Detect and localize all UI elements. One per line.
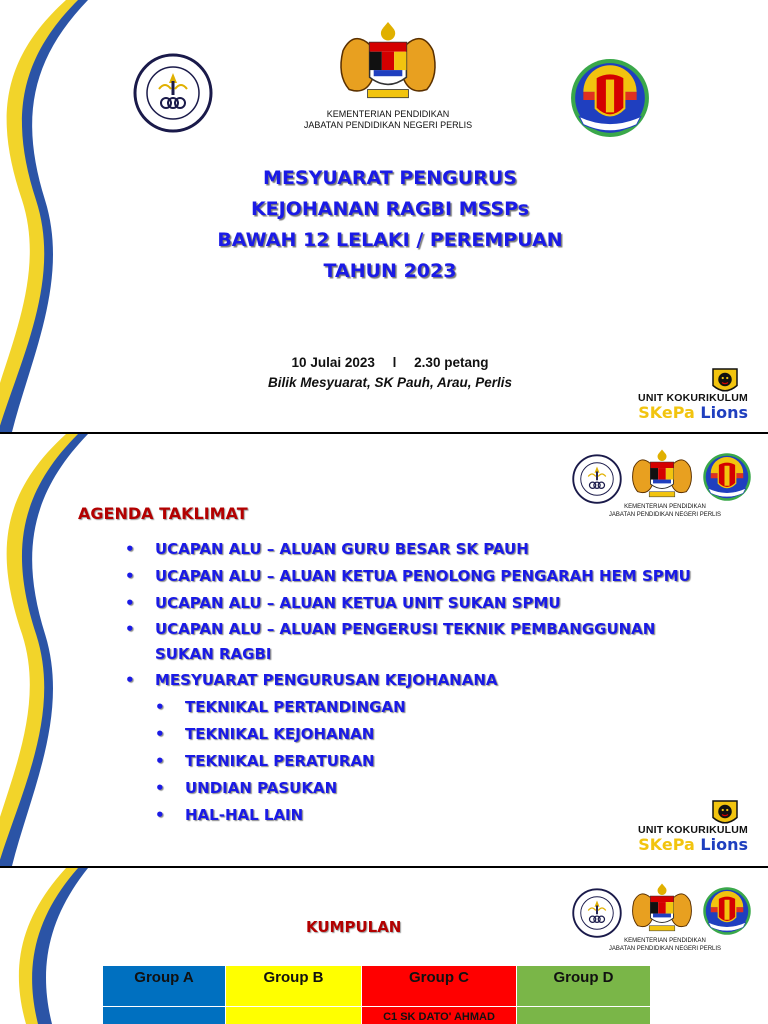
group-c-cell: C1 SK DATO' AHMAD [362, 1007, 517, 1024]
skepa-name-part2: Lions [700, 835, 748, 854]
skepa-name-part1: SKePa [638, 403, 695, 422]
agenda-item [125, 617, 685, 667]
agenda-item-text: UCAPAN ALU – ALUAN KETUA PENOLONG PENGARAH HEM SPMU [155, 567, 691, 585]
group-d-cell [517, 1007, 651, 1024]
groups-heading: KUMPULAN [306, 918, 402, 936]
skepa-unit-label: UNIT KOKURIKULUM [638, 392, 748, 404]
agenda-subitem [155, 694, 725, 721]
agenda-item [125, 590, 725, 617]
title-line-4: TAHUN 2023 [323, 260, 457, 282]
agenda-item [125, 667, 725, 694]
datetime-separator: l [392, 355, 397, 370]
agenda-item [125, 536, 725, 563]
skepa-name-part1: SKePa [638, 835, 695, 854]
skepa-name [596, 404, 748, 422]
agenda-subitem-text: UNDIAN PASUKAN [185, 779, 338, 797]
agenda-list [125, 536, 725, 829]
agenda-subitem [155, 721, 725, 748]
group-a-header: Group A [103, 966, 226, 1007]
jata-negara-logo [336, 20, 440, 112]
ministry-line2: JABATAN PENDIDIKAN NEGERI PERLIS [303, 120, 473, 131]
table-header-row [103, 966, 651, 1007]
bullet: • [155, 806, 165, 824]
bullet: • [155, 752, 165, 770]
ministry-caption [290, 109, 486, 132]
groups-table [102, 965, 651, 1024]
title-line-2: KEJOHANAN RAGBI MSSPs [250, 198, 530, 220]
bullet: • [125, 594, 135, 612]
jata-negara-logo [630, 882, 694, 940]
mssp-logo [572, 888, 622, 938]
ministry-line2: JABATAN PENDIDIKAN NEGERI PERLIS [608, 511, 722, 518]
bullet: • [125, 671, 135, 689]
slide-agenda [0, 434, 768, 866]
skepa-name [596, 836, 748, 854]
meeting-venue: Bilik Mesyuarat, SK Pauh, Arau, Perlis [267, 375, 513, 390]
agenda-heading: AGENDA TAKLIMAT [78, 504, 248, 523]
slide-title [0, 0, 768, 432]
bullet: • [155, 698, 165, 716]
ministry-line1: KEMENTERIAN PENDIDIKAN [624, 938, 706, 944]
skepa-lions-brand [596, 798, 748, 854]
group-b-cell [226, 1007, 362, 1024]
meeting-date: 10 Julai 2023 [291, 355, 375, 370]
agenda-item [125, 563, 725, 590]
skepa-unit-label: UNIT KOKURIKULUM [638, 824, 748, 836]
skepa-lions-brand [596, 366, 748, 422]
bullet: • [125, 620, 135, 638]
agenda-subitem [155, 748, 725, 775]
table-row [103, 1007, 651, 1024]
ministry-line2: JABATAN PENDIDIKAN NEGERI PERLIS [608, 945, 722, 952]
ministry-caption [590, 504, 740, 519]
perlis-state-logo [564, 57, 656, 139]
perlis-state-logo [700, 886, 754, 936]
meeting-datetime [220, 355, 560, 370]
bullet: • [125, 540, 135, 558]
agenda-subitem-text: TEKNIKAL KEJOHANAN [185, 725, 375, 743]
agenda-item-text: UCAPAN ALU – ALUAN PENGERUSI TEKNIK PEMBANGGUNAN SUKAN RAGBI [155, 620, 656, 663]
ministry-line1: KEMENTERIAN PENDIDIKAN [326, 109, 450, 119]
meeting-title [180, 163, 600, 287]
group-d-header: Group D [517, 966, 651, 1007]
jata-negara-logo [630, 448, 694, 506]
ministry-caption [590, 938, 740, 953]
slide-groups [0, 868, 768, 1024]
agenda-subitem-text: TEKNIKAL PERATURAN [185, 752, 375, 770]
decorative-swoosh [0, 0, 90, 432]
decorative-swoosh [0, 868, 90, 1024]
meeting-time: 2.30 petang [414, 355, 489, 370]
mssp-logo [133, 53, 213, 133]
agenda-item-text: MESYUARAT PENGURUSAN KEJOHANANA [155, 671, 498, 689]
decorative-swoosh [0, 434, 90, 866]
bullet: • [155, 725, 165, 743]
title-line-1: MESYUARAT PENGURUS [263, 167, 517, 189]
lion-emblem-icon [710, 366, 740, 396]
perlis-state-logo [700, 452, 754, 502]
bullet: • [125, 567, 135, 585]
group-c-header: Group C [362, 966, 517, 1007]
title-line-3: BAWAH 12 LELAKI / PEREMPUAN [217, 229, 563, 251]
ministry-line1: KEMENTERIAN PENDIDIKAN [624, 504, 706, 510]
agenda-item-text: UCAPAN ALU – ALUAN GURU BESAR SK PAUH [155, 540, 529, 558]
group-b-header: Group B [226, 966, 362, 1007]
lion-emblem-icon [710, 798, 740, 828]
group-a-cell [103, 1007, 226, 1024]
bullet: • [155, 779, 165, 797]
agenda-item-text: UCAPAN ALU – ALUAN KETUA UNIT SUKAN SPMU [155, 594, 561, 612]
mssp-logo [572, 454, 622, 504]
skepa-name-part2: Lions [700, 403, 748, 422]
agenda-subitem-text: TEKNIKAL PERTANDINGAN [185, 698, 406, 716]
agenda-subitem-text: HAL-HAL LAIN [185, 806, 304, 824]
